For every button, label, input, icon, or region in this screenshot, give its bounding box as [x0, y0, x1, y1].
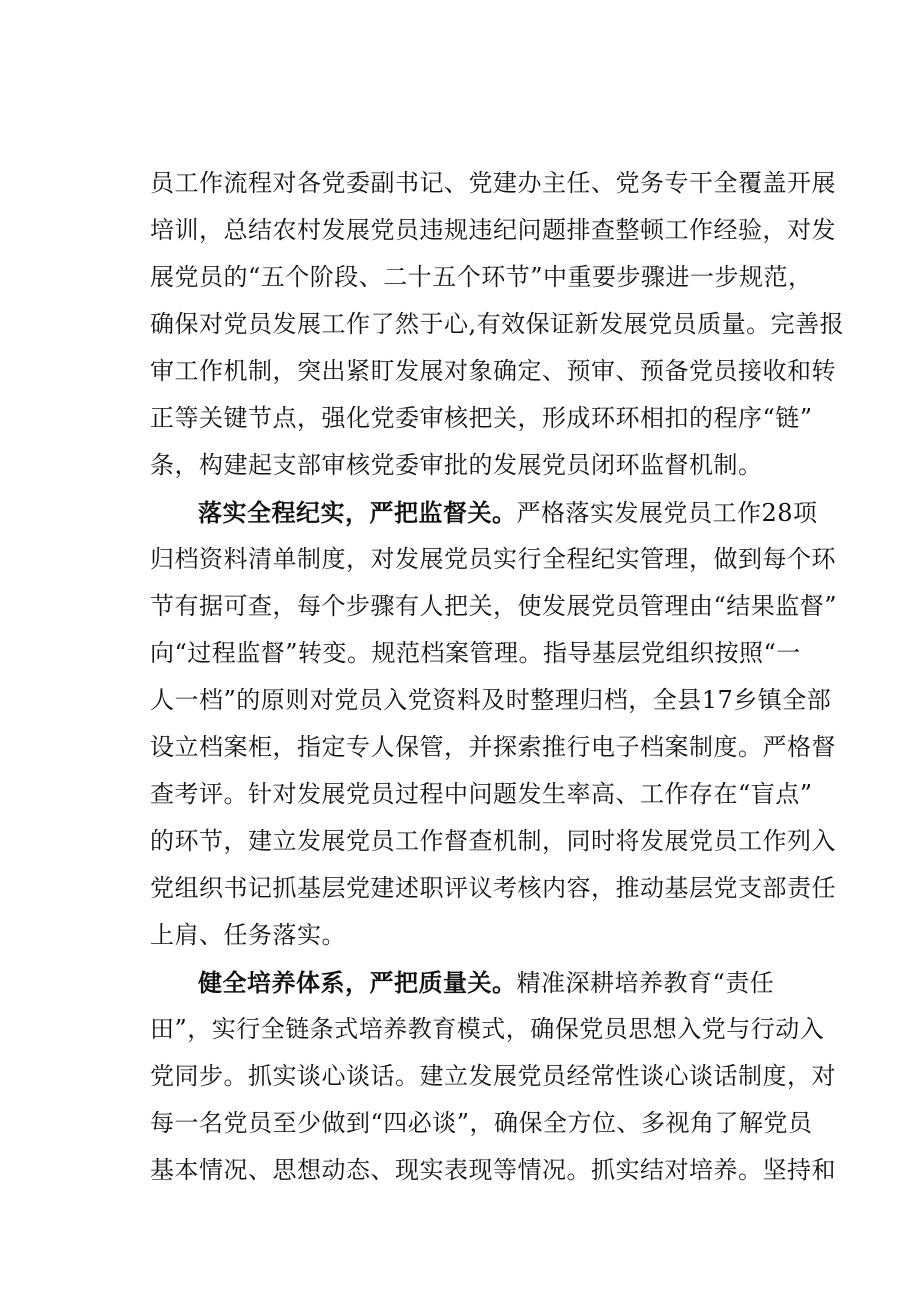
- text-line: 节有据可查，每个步骤有人把关，使发展党员管理由“结果监督”: [150, 592, 838, 620]
- text-line: 归档资料清单制度，对发展党员实行全程纪实管理，做到每个环: [150, 545, 836, 573]
- paragraph-supervision: [150, 489, 838, 959]
- document-body: [150, 160, 845, 1194]
- text-line: 人一档”的原则对党员入党资料及时整理归档，全县17乡镇全部: [150, 686, 832, 714]
- text-line: 田”，实行全链条式培养教育模式，确保党员思想入党与行动入: [150, 1015, 825, 1043]
- paragraph-quality: [150, 959, 836, 1194]
- paragraph-procedure: [150, 160, 845, 489]
- text-line: 上肩、任务落实。: [150, 921, 346, 949]
- section-heading: 健全培养体系，严把质量关。: [198, 968, 517, 997]
- text-line: 查考评。针对发展党员过程中问题发生率高、工作存在“盲点”: [150, 780, 813, 808]
- text-line: 的环节，建立发展党员工作督查机制，同时将发展党员工作列入: [150, 827, 836, 855]
- text-line: 审工作机制，突出紧盯发展对象确定、预审、预备党员接收和转: [150, 357, 836, 385]
- paragraph-first-line: [150, 959, 800, 1006]
- text-line: 向“过程监督”转变。规范档案管理。指导基层党组织按照“一: [150, 639, 801, 667]
- text-line: 党组织书记抓基层党建述职评议考核内容，推动基层党支部责任: [150, 874, 836, 902]
- text-line: 确保对党员发展工作了然于心,有效保证新发展党员质量。完善报: [150, 310, 845, 338]
- text-line: 展党员的“五个阶段、二十五个环节”中重要步骤进一步规范，: [150, 263, 813, 291]
- text-line: 培训，总结农村发展党员违规违纪问题排查整顿工作经验，对发: [150, 216, 836, 244]
- text-line: 条，构建起支部审核党委审批的发展党员闭环监督机制。: [150, 451, 763, 479]
- paragraph-first-line: [150, 489, 818, 536]
- text-line: 员工作流程对各党委副书记、党建办主任、党务专干全覆盖开展: [150, 169, 836, 197]
- text-line: 每一名党员至少做到“四必谈”，确保全方位、多视角了解党员: [150, 1109, 813, 1137]
- text-line: 基本情况、思想动态、现实表现等情况。抓实结对培养。坚持和: [150, 1156, 836, 1184]
- text-line: 党同步。抓实谈心谈话。建立发展党员经常性谈心谈话制度，对: [150, 1062, 836, 1090]
- text-run: 精准深耕培养教育“责任: [516, 969, 775, 997]
- section-heading: 落实全程纪实，严把监督关。: [198, 498, 517, 527]
- text-run: 严格落实发展党员工作28项: [516, 499, 818, 527]
- text-line: 正等关键节点，强化党委审核把关，形成环环相扣的程序“链”: [150, 404, 813, 432]
- text-line: 设立档案柜，指定专人保管，并探索推行电子档案制度。严格督: [150, 733, 836, 761]
